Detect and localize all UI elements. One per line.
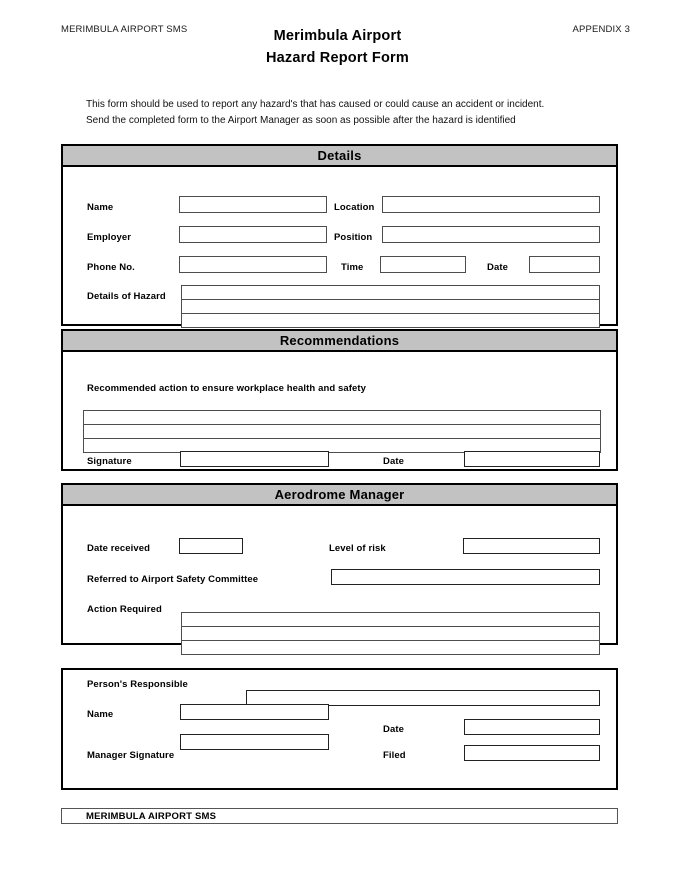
intro-line-1: This form should be used to report any hazard's that has caused or could cause an accident or incident. xyxy=(86,99,545,110)
input-filed[interactable] xyxy=(464,745,600,761)
section-recommendations-heading: Recommendations xyxy=(63,331,616,352)
input-date-received[interactable] xyxy=(179,538,243,554)
section-details xyxy=(61,144,618,326)
label-time: Time xyxy=(341,262,364,273)
input-level-of-risk[interactable] xyxy=(463,538,600,554)
section-aerodrome-manager-heading: Aerodrome Manager xyxy=(63,485,616,506)
label-filed: Filed xyxy=(383,750,406,761)
label-level-of-risk: Level of risk xyxy=(329,543,386,554)
document-header-appendix: APPENDIX 3 xyxy=(572,24,630,35)
label-persons-responsible: Person's Responsible xyxy=(87,679,188,690)
input-date[interactable] xyxy=(529,256,600,273)
input-manager-signature[interactable] xyxy=(180,734,329,750)
label-responsible-name: Name xyxy=(87,709,114,720)
input-hazard-line-1[interactable] xyxy=(181,285,600,300)
label-action-required: Action Required xyxy=(87,604,162,615)
label-recommended-action: Recommended action to ensure workplace health and safety xyxy=(87,383,367,394)
section-aerodrome-manager-body xyxy=(63,506,616,645)
input-name[interactable] xyxy=(179,196,327,213)
input-recommendation-date[interactable] xyxy=(464,451,600,467)
section-persons-responsible-body xyxy=(63,670,616,788)
input-action-required-line-2[interactable] xyxy=(181,626,600,641)
intro-line-2: Send the completed form to the Airport Manager as soon as possible after the hazard is identified xyxy=(86,115,516,126)
input-hazard-line-2[interactable] xyxy=(181,299,600,314)
page-title-line-1: Merimbula Airport xyxy=(273,28,402,44)
input-referred-to-committee[interactable] xyxy=(331,569,600,585)
footer-bar xyxy=(61,808,618,824)
label-responsible-date: Date xyxy=(383,724,404,735)
label-date-received: Date received xyxy=(87,543,151,554)
section-recommendations-body xyxy=(63,352,616,471)
label-date: Date xyxy=(487,262,508,273)
section-details-heading: Details xyxy=(63,146,616,167)
label-phone-no: Phone No. xyxy=(87,262,135,273)
page-title xyxy=(0,25,675,69)
input-employer[interactable] xyxy=(179,226,327,243)
intro-text xyxy=(86,97,544,129)
input-responsible-date[interactable] xyxy=(464,719,600,735)
document-header-left: MERIMBULA AIRPORT SMS xyxy=(61,24,188,35)
input-signature[interactable] xyxy=(180,451,329,467)
label-position: Position xyxy=(334,232,373,243)
footer-label: MERIMBULA AIRPORT SMS xyxy=(86,811,217,822)
section-details-body xyxy=(63,167,616,326)
input-time[interactable] xyxy=(380,256,466,273)
input-hazard-line-3[interactable] xyxy=(181,313,600,328)
label-signature: Signature xyxy=(87,456,132,467)
input-phone-no[interactable] xyxy=(179,256,327,273)
input-action-required-line-3[interactable] xyxy=(181,640,600,655)
page-title-line-2: Hazard Report Form xyxy=(266,50,409,66)
input-recommendation-line-2[interactable] xyxy=(83,424,601,439)
label-referred-to-committee: Referred to Airport Safety Committee xyxy=(87,574,259,585)
input-recommendation-line-1[interactable] xyxy=(83,410,601,425)
section-recommendations xyxy=(61,329,618,471)
label-location: Location xyxy=(334,202,375,213)
section-persons-responsible xyxy=(61,668,618,790)
input-position[interactable] xyxy=(382,226,600,243)
label-employer: Employer xyxy=(87,232,132,243)
section-aerodrome-manager xyxy=(61,483,618,645)
input-action-required-line-1[interactable] xyxy=(181,612,600,627)
input-responsible-name[interactable] xyxy=(180,704,329,720)
label-recommendation-date: Date xyxy=(383,456,404,467)
label-details-of-hazard: Details of Hazard xyxy=(87,291,166,302)
label-manager-signature: Manager Signature xyxy=(87,750,175,761)
label-name: Name xyxy=(87,202,114,213)
input-location[interactable] xyxy=(382,196,600,213)
